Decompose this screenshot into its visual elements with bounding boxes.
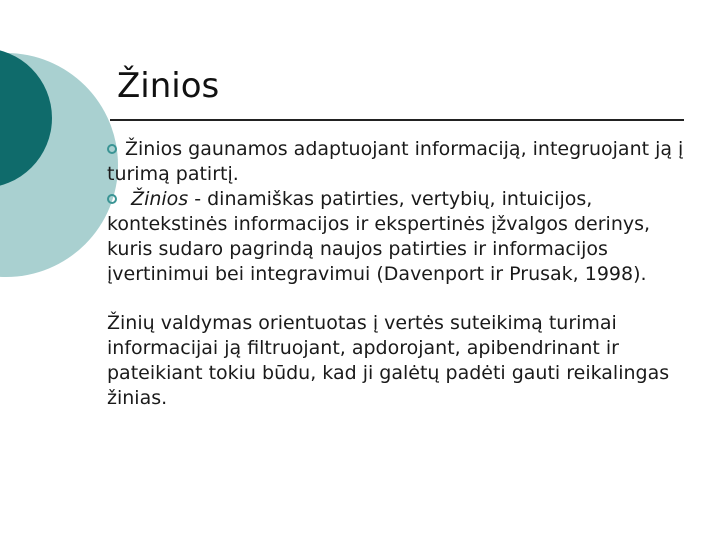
bullet-term-2: Žinios xyxy=(131,188,189,210)
slide-title: Žinios xyxy=(117,66,220,106)
slide-body xyxy=(107,137,697,411)
title-divider xyxy=(110,119,684,121)
bullet-item-2 xyxy=(107,187,697,287)
decorative-teal-circles xyxy=(0,0,120,300)
hollow-circle-bullet-icon xyxy=(107,194,117,204)
body-paragraph: Žinių valdymas orientuotas į vertės suteikimą turimai informacijai ją filtruojant, apdorojant, apibendrinant ir pateikiant tokiu būdu, kad ji galėtų padėti gauti reikalingas žinias. xyxy=(107,312,670,409)
bullet-item-1 xyxy=(107,137,697,187)
bullet-text-2: - dinamiškas patirties, vertybių, intuicijos, kontekstinės informacijos ir ekspertinės įžvalgos derinys, kuris sudaro pagrindą naujos patirties ir informacijos įvertinimui bei integravimui (Davenport ir Prusak, 1998). xyxy=(107,188,651,285)
bullet-text-1: Žinios gaunamos adaptuojant informaciją, integruojant ją į turimą patirtį. xyxy=(107,138,684,185)
hollow-circle-bullet-icon xyxy=(107,144,117,154)
